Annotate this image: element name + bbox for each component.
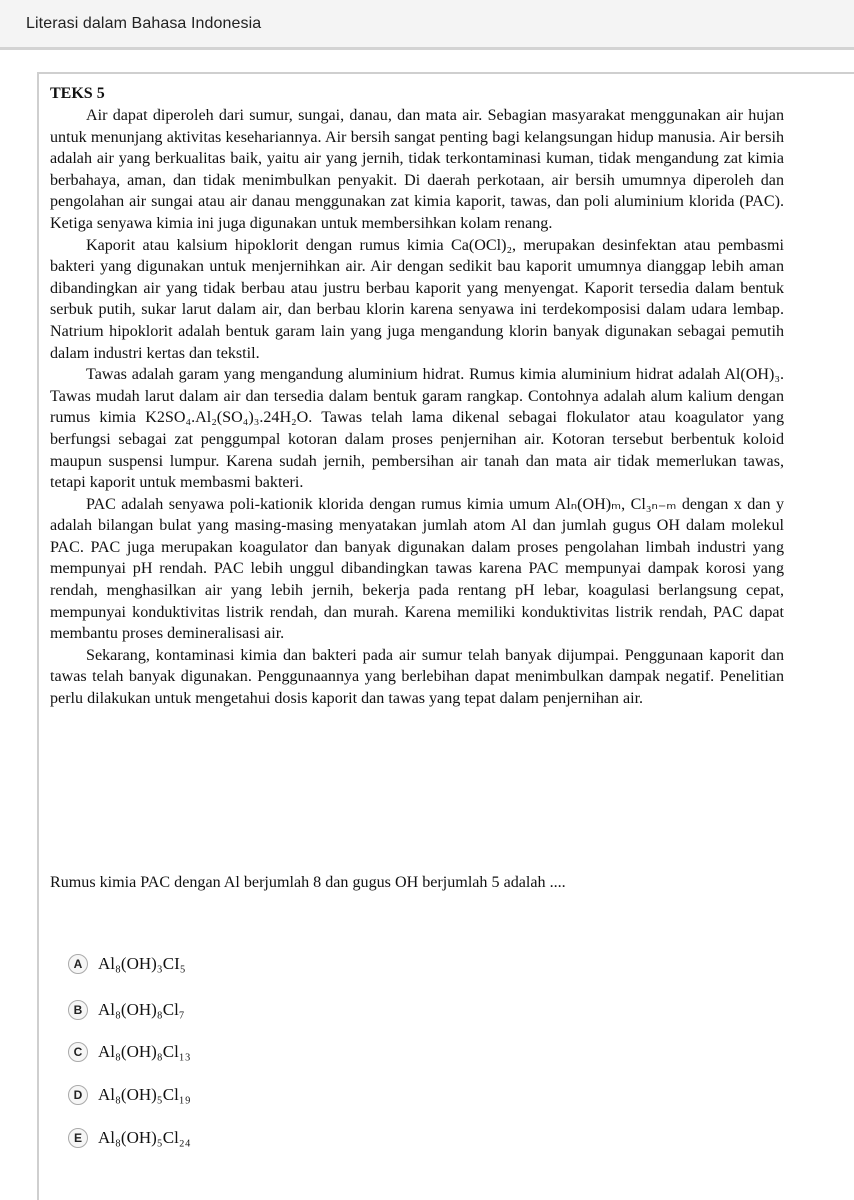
- option-text[interactable]: Al₈(OH)₅Cl₂₄: [98, 1128, 191, 1147]
- passage-heading: TEKS 5: [50, 85, 105, 102]
- option-text[interactable]: Al₈(OH)₈Cl₁₃: [98, 1042, 191, 1061]
- passage-paragraph: PAC adalah senyawa poli-kationik klorida dengan rumus kimia umum Alₙ(OH)ₘ, Cl₃ₙ₋ₘ dengan x dan y adalah bilangan bulat yang masing-masing menyatakan jumlah atom Al dan jumlah gugus OH dalam molekul PAC. PAC juga merupakan koagulator dan banyak digunakan dalam proses pengolahan limbah industri yang mempunyai pH rendah. PAC lebih unggul dibandingkan tawas karena PAC mempunyai dampak korosi yang rendah, menghasilkan air yang lebih jernih, bekerja pada rentang pH lebar, koagulasi berlangsung cepat, mempunyai konduktivitas listrik rendah, dan murah. Karena memiliki konduktivitas listrik rendah, PAC dapat membantu proses demineralisasi air.: [50, 495, 784, 643]
- option-letter-badge[interactable]: C: [68, 1042, 88, 1062]
- app-title: Literasi dalam Bahasa Indonesia: [26, 15, 262, 32]
- passage-paragraph: Air dapat diperoleh dari sumur, sungai, danau, dan mata air. Sebagian masyarakat menggunakan air hujan untuk menunjang aktivitas kesehariannya. Air bersih sangat penting bagi kelangsungan hidup manusia. Air bersih adalah air yang berkualitas baik, yaitu air yang jernih, tidak terkontaminasi kuman, tidak mengandung zat kimia berbahaya, aman, dan tidak menimbulkan penyakit. Di daerah perkotaan, air bersih umumnya diperoleh dan pengolahan air sungai atau air danau menggunakan zat kimia kaporit, tawas, dan poli aluminium klorida (PAC). Ketiga senyawa kimia ini juga digunakan untuk membersihkan kolam renang.: [50, 107, 784, 232]
- passage-paragraph: Sekarang, kontaminasi kimia dan bakteri pada air sumur telah banyak dijumpai. Penggunaan kaporit dan tawas telah banyak digunakan. Penggunaannya yang berlebihan dapat menimbulkan dampak negatif. Penelitian perlu dilakukan untuk mengetahui dosis kaporit dan tawas yang tepat dalam penjernihan air.: [50, 646, 784, 708]
- option-text[interactable]: Al₈(OH)₃CI₅: [98, 954, 186, 973]
- question-text: Rumus kimia PAC dengan Al berjumlah 8 dan gugus OH berjumlah 5 adalah ....: [50, 874, 566, 891]
- answer-option-b[interactable]: [68, 998, 185, 1022]
- answer-option-e[interactable]: [68, 1126, 191, 1150]
- app-header: [0, 0, 854, 50]
- option-text[interactable]: Al₈(OH)₈Cl₇: [98, 1000, 185, 1019]
- answer-option-c[interactable]: [68, 1040, 191, 1064]
- option-letter-badge[interactable]: A: [68, 954, 88, 974]
- reading-passage: [50, 83, 784, 710]
- option-text[interactable]: Al₈(OH)₅Cl₁₉: [98, 1085, 191, 1104]
- option-letter-badge[interactable]: D: [68, 1085, 88, 1105]
- answer-option-a[interactable]: [68, 952, 186, 976]
- answer-option-d[interactable]: [68, 1083, 191, 1107]
- passage-paragraph: Kaporit atau kalsium hipoklorit dengan rumus kimia Ca(OCl)₂, merupakan desinfektan atau pembasmi bakteri yang digunakan untuk menjernihkan air. Air dengan sedikit bau kaporit umumnya dianggap lebih aman dibandingkan air yang tidak berbau atau justru berbau kaporit yang menyengat. Kaporit tersedia dalam bentuk serbuk putih, sukar larut dalam air, dan berbau klorin karena senyawa ini terdekomposisi dalam udara lembap. Natrium hipoklorit adalah bentuk garam lain yang juga mengandung klorin banyak digunakan sebagai pemutih dalam industri kertas dan tekstil.: [50, 236, 784, 362]
- option-letter-badge[interactable]: B: [68, 1000, 88, 1020]
- option-letter-badge[interactable]: E: [68, 1128, 88, 1148]
- passage-paragraph: Tawas adalah garam yang mengandung aluminium hidrat. Rumus kimia aluminium hidrat adalah Al(OH)₃. Tawas mudah larut dalam air dan tersedia dalam bentuk garam rangkap. Contohnya adalah alum kalium dengan rumus kimia K2SO₄.Al₂(SO₄)₃.24H₂O. Tawas telah lama dikenal sebagai flokulator atau koagulator yang berfungsi sebagai zat penggumpal kotoran dalam proses penjernihan air. Kotoran tersebut berbentuk koloid maupun suspensi lumpur. Karena sudah jernih, pembersihan air tanah dan mata air tidak memerlukan tawas, tetapi kaporit untuk membasmi bakteri.: [50, 366, 784, 492]
